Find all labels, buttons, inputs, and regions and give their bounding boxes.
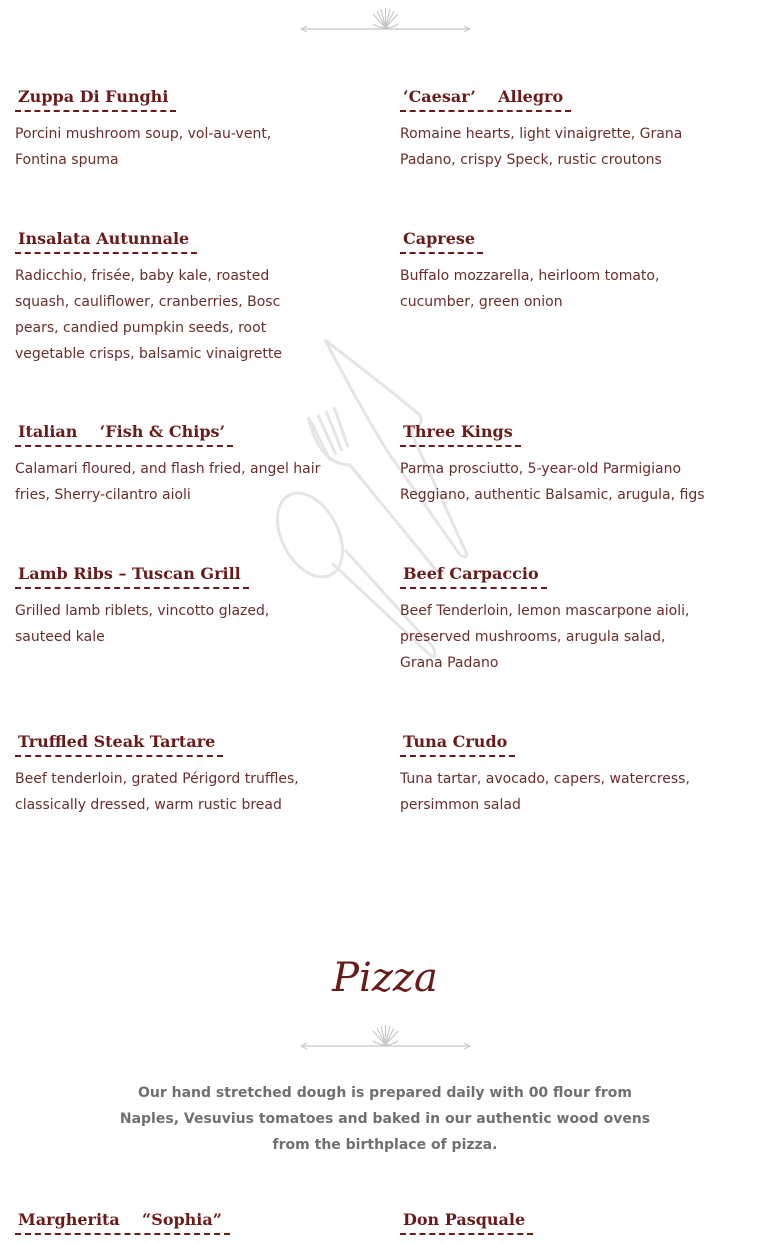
section-title: Pizza	[332, 955, 438, 1001]
menu-item	[15, 563, 335, 650]
item-title: Beef Carpaccio	[400, 563, 547, 589]
item-title: Three Kings	[400, 421, 521, 447]
menu-item	[15, 731, 335, 818]
item-description: Calamari floured, and flash fried, angel hair fries, Sherry-cilantro aioli	[15, 461, 321, 503]
item-title: Truffled Steak Tartare	[15, 731, 223, 757]
item-title: ‘Caesar’ Allegro	[400, 86, 571, 112]
fan-ornament-icon	[297, 1023, 474, 1057]
menu-item	[400, 563, 720, 676]
item-description: Buffalo mozzarella, heirloom tomato, cucumber, green onion	[400, 268, 660, 310]
item-description: Beef tenderloin, grated Périgord truffles, classically dressed, warm rustic bread	[15, 771, 299, 813]
item-description: Parma prosciutto, 5-year-old Parmigiano Reggiano, authentic Balsamic, arugula, figs	[400, 461, 705, 503]
item-title: Caprese	[400, 228, 483, 254]
menu-item	[15, 228, 335, 367]
menu-item	[400, 86, 720, 173]
item-title: Lamb Ribs – Tuscan Grill	[15, 563, 249, 589]
item-description: Porcini mushroom soup, vol-au-vent, Fontina spuma	[15, 126, 272, 168]
item-title: Italian ‘Fish & Chips’	[15, 421, 233, 447]
item-description: Beef Tenderloin, lemon mascarpone aioli, preserved mushrooms, arugula salad, Grana Padano	[400, 603, 690, 671]
item-description: Radicchio, frisée, baby kale, roasted squash, cauliflower, cranberries, Bosc pears, candied pumpkin seeds, root vegetable crisps, balsamic vinaigrette	[15, 268, 282, 362]
menu-item	[15, 86, 335, 173]
menu-item	[400, 228, 720, 315]
menu-item	[15, 1209, 335, 1235]
item-title: Insalata Autunnale	[15, 228, 197, 254]
menu-item	[15, 421, 335, 508]
menu-item	[400, 731, 720, 818]
fan-ornament-icon	[297, 6, 474, 40]
item-title: Zuppa Di Funghi	[15, 86, 176, 112]
item-description: Grilled lamb riblets, vincotto glazed, sauteed kale	[15, 603, 270, 645]
item-description: Tuna tartar, avocado, capers, watercress, persimmon salad	[400, 771, 690, 813]
item-title: Don Pasquale	[400, 1209, 533, 1235]
menu-item	[400, 1209, 720, 1235]
menu-item	[400, 421, 720, 508]
section-intro: Our hand stretched dough is prepared daily with 00 flour from Naples, Vesuvius tomatoes and baked in our authentic wood ovens from the birthplace of pizza.	[119, 1085, 651, 1153]
item-description: Romaine hearts, light vinaigrette, Grana Padano, crispy Speck, rustic croutons	[400, 126, 683, 168]
item-title: Tuna Crudo	[400, 731, 515, 757]
item-title: Margherita “Sophia”	[15, 1209, 230, 1235]
